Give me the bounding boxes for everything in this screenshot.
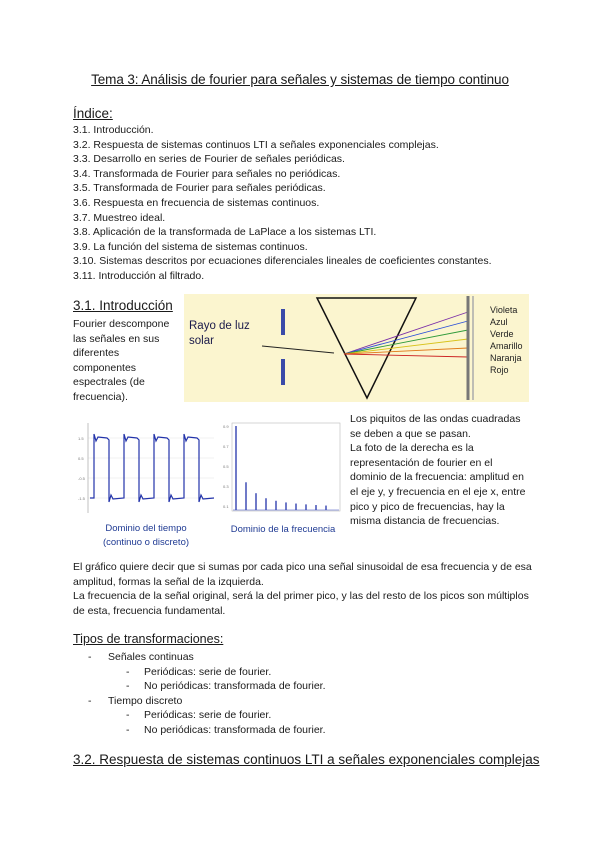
spectrum-text-2: La foto de la derecha es la representación de fourier en el dominio de la frecuencia: amplitud en el eje y, y frecuencia en el eje x, entre pico y pico de frecuencias, hay la misma distancia de frecuencias. bbox=[350, 442, 526, 528]
time-plot-bg bbox=[76, 418, 216, 518]
list-item-cont-nonperiodic: - No periódicas: transformada de fourier. bbox=[88, 679, 326, 694]
time-domain-caption bbox=[76, 522, 216, 550]
index-item: 3.3. Desarrollo en series de Fourier de señales periódicas. bbox=[73, 153, 345, 166]
slit-top bbox=[281, 309, 285, 335]
svg-text:0.3: 0.3 bbox=[223, 484, 229, 489]
index-list bbox=[73, 123, 491, 284]
transform-types-heading: Tipos de transformaciones: bbox=[73, 632, 224, 646]
index-item: 3.2. Respuesta de sistemas continuos LTI a señales exponenciales complejas. bbox=[73, 138, 439, 151]
spectrum-text-1: Los piquitos de las ondas cuadradas se deben a que se pasan. bbox=[350, 413, 521, 440]
time-domain-plot bbox=[76, 418, 216, 518]
index-item: 3.7. Muestreo ideal. bbox=[73, 211, 166, 224]
section-3-1-heading: 3.1. Introducción bbox=[73, 298, 173, 313]
index-item: 3.6. Respuesta en frecuencia de sistemas continuos. bbox=[73, 196, 320, 209]
index-item: 3.9. La función del sistema de sistemas continuos. bbox=[73, 240, 308, 253]
svg-text:0.1: 0.1 bbox=[223, 504, 229, 509]
svg-text:0.5: 0.5 bbox=[78, 456, 84, 461]
list-item-disc-periodic: - Periódicas: serie de fourier. bbox=[88, 708, 326, 723]
frequency-domain-plot bbox=[222, 418, 344, 518]
index-item: 3.1. Introducción. bbox=[73, 124, 154, 136]
list-item-continuous: - Señales continuas bbox=[88, 650, 326, 665]
index-item: 3.11. Introducción al filtrado. bbox=[73, 269, 205, 282]
index-item: 3.5. Transformada de Fourier para señales periódicas. bbox=[73, 182, 326, 195]
index-item: 3.8. Aplicación de la transformada de LaPlace a los sistemas LTI. bbox=[73, 226, 377, 239]
svg-text:0.7: 0.7 bbox=[223, 444, 229, 449]
color-label-azul: Azul bbox=[490, 317, 508, 327]
svg-text:1.5: 1.5 bbox=[78, 436, 84, 441]
light-label-1: Rayo de luz bbox=[189, 320, 250, 332]
color-label-amarillo: Amarillo bbox=[490, 341, 523, 351]
prism-diagram bbox=[184, 294, 529, 402]
light-label-2: solar bbox=[189, 335, 214, 347]
list-item-disc-nonperiodic: - No periódicas: transformada de fourier. bbox=[88, 723, 326, 738]
svg-text:0.9: 0.9 bbox=[223, 424, 229, 429]
color-label-verde: Verde bbox=[490, 329, 514, 339]
explanation-body bbox=[73, 560, 533, 618]
time-caption-line2: (continuo o discreto) bbox=[102, 537, 190, 548]
freq-domain-caption: Dominio de la frecuencia bbox=[230, 524, 336, 535]
svg-text:0.5: 0.5 bbox=[223, 464, 229, 469]
prism-background bbox=[184, 294, 529, 402]
color-label-violeta: Violeta bbox=[490, 305, 518, 315]
transform-types-list bbox=[88, 650, 326, 738]
freq-plot-bg bbox=[222, 418, 344, 518]
section-3-2-heading: 3.2. Respuesta de sistemas continuos LTI a señales exponenciales complejas bbox=[73, 752, 540, 767]
spectrum-explanation bbox=[350, 412, 528, 529]
explanation-paragraph-1: El gráfico quiere decir que si sumas por cada pico una señal sinusoidal de esa frecuencia y de esa amplitud, formas la señal de la izquierda. bbox=[73, 561, 532, 588]
color-label-rojo: Rojo bbox=[490, 365, 509, 375]
intro-paragraph: Fourier descompone las señales en sus diferentes componentes espectrales (de frecuencia). bbox=[73, 318, 170, 403]
svg-text:-0.5: -0.5 bbox=[78, 476, 85, 481]
index-heading: Índice: bbox=[73, 106, 113, 121]
index-item: 3.4. Transformada de Fourier para señales no periódicas. bbox=[73, 167, 341, 180]
slit-bottom bbox=[281, 359, 285, 385]
explanation-paragraph-2: La frecuencia de la señal original, será la del primer pico, y las del resto de los picos son múltiplos de esta, frecuencia fundamental. bbox=[73, 590, 529, 617]
time-caption-line1: Dominio del tiempo bbox=[105, 523, 187, 534]
color-label-naranja: Naranja bbox=[490, 353, 522, 363]
svg-text:-1.5: -1.5 bbox=[78, 496, 85, 501]
list-item-discrete: - Tiempo discreto bbox=[88, 694, 326, 709]
list-item-cont-periodic: - Periódicas: serie de fourier. bbox=[88, 665, 326, 680]
index-item: 3.10. Sistemas descritos por ecuaciones diferenciales lineales de coeficientes constantes. bbox=[73, 255, 492, 268]
document-title: Tema 3: Análisis de fourier para señales y sistemas de tiempo continuo bbox=[91, 72, 509, 87]
